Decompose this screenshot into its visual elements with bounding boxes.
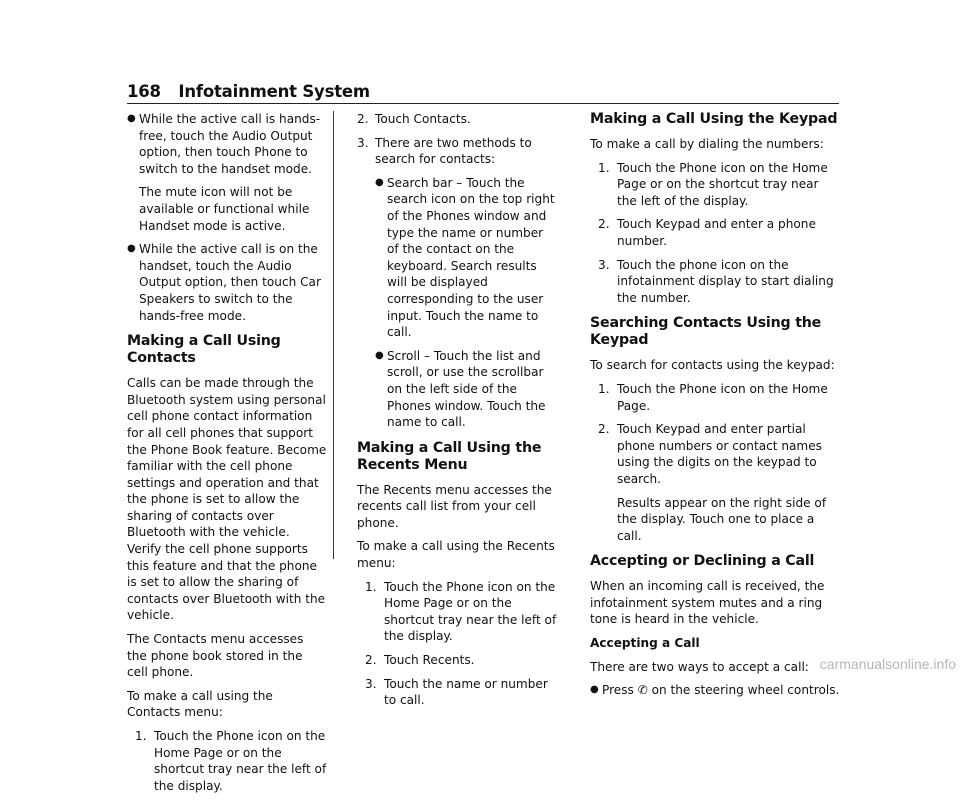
step-number: 3. — [365, 676, 377, 691]
column-2 — [357, 111, 557, 716]
step-text: Touch Recents. — [384, 653, 475, 668]
paragraph: Calls can be made through the Bluetooth system using personal cell phone contact information for all cell phones that support the Phone Book feature. Become familiar with the cell phone settings and operation and that the phone is set to allow the sharing of contacts over Bluetooth with the vehicle. Verify the cell phone supports this feature and that the phone is set to allow the sharing of contacts over Bluetooth with the vehicle. — [127, 376, 327, 623]
paragraph: To search for contacts using the keypad: — [590, 358, 835, 373]
bullet-icon: ● — [590, 684, 599, 696]
step-number: 3. — [357, 135, 369, 150]
step-number: 3. — [598, 257, 610, 272]
watermark: carmanualsonline.info — [819, 656, 956, 672]
step-number: 2. — [598, 422, 610, 437]
step-note: Results appear on the right side of the display. Touch one to place a call. — [617, 495, 827, 543]
bullet-icon: ● — [127, 113, 136, 124]
numbered-step — [590, 421, 840, 487]
sub-heading: Accepting a Call — [590, 636, 700, 651]
bullet-text-start: Press — [602, 683, 638, 698]
step-number: 2. — [598, 217, 610, 232]
paragraph: There are two ways to accept a call: — [590, 659, 809, 674]
section-title: Infotainment System — [178, 82, 370, 101]
paragraph: The Contacts menu accesses the phone book stored in the cell phone. — [127, 632, 304, 680]
paragraph: To make a call by dialing the numbers: — [590, 137, 824, 151]
bullet-text: While the active call is hands-free, touch the Audio Output option, then touch Phone to switch to the handset mode. — [139, 112, 321, 176]
step-text: There are two methods to search for contacts: — [375, 135, 532, 167]
numbered-step — [590, 381, 840, 414]
bullet-icon: ● — [375, 176, 384, 188]
bullet-note: The mute icon will not be available or functional while Handset mode is active. — [139, 185, 310, 233]
section-heading: Making a Call Using the Keypad — [590, 111, 838, 127]
section-heading: Searching Contacts Using the Keypad — [590, 315, 822, 349]
list-item — [127, 241, 327, 324]
paragraph: When an incoming call is received, the infotainment system mutes and a ring tone is heard in the vehicle. — [590, 579, 825, 627]
header-rule — [127, 103, 839, 104]
numbered-step — [590, 160, 840, 210]
page-number: 168 — [127, 82, 161, 101]
list-item — [127, 111, 327, 177]
list-item — [357, 348, 557, 431]
step-text: Touch the phone icon on the infotainment display to start dialing the number. — [617, 257, 834, 305]
bullet-text: Scroll – Touch the list and scroll, or use the scrollbar on the left side of the Phones window. Touch the name to call. — [387, 348, 546, 430]
section-heading: Making a Call Using the Recents Menu — [357, 439, 542, 473]
column-divider — [333, 111, 334, 559]
step-text: Touch Contacts. — [375, 112, 471, 126]
step-number: 2. — [365, 653, 377, 668]
numbered-step — [590, 257, 840, 307]
step-text: Touch the Phone icon on the Home Page. — [617, 381, 828, 413]
bullet-text: While the active call is on the handset, touch the Audio Output option, then touch Car Speakers to switch to the hands-free mode. — [139, 242, 321, 323]
paragraph: To make a call using the Contacts menu: — [127, 688, 273, 720]
paragraph: To make a call using the Recents menu: — [357, 539, 555, 571]
numbered-step — [357, 652, 557, 669]
column-3 — [590, 111, 840, 706]
column-1 — [127, 111, 327, 801]
step-text: Touch the name or number to call. — [384, 676, 548, 708]
bullet-icon: ● — [127, 243, 136, 255]
step-text: Touch Keypad and enter a phone number. — [617, 217, 816, 248]
step-number: 1. — [135, 729, 147, 743]
numbered-step — [357, 676, 557, 709]
bullet-text: Search bar – Touch the search icon on the top right of the Phones window and type the name or number of the contact on the keyboard. Search results will be displayed corresponding to the user input. Touch the name to call. — [387, 175, 555, 340]
numbered-step — [357, 579, 557, 645]
numbered-step — [127, 728, 327, 794]
section-heading: Accepting or Declining a Call — [590, 553, 815, 570]
phone-icon: ✆ — [637, 683, 648, 698]
list-item — [357, 175, 557, 341]
section-heading: Making a Call Using Contacts — [127, 333, 281, 367]
numbered-step — [590, 216, 840, 249]
list-item — [590, 682, 840, 699]
numbered-step — [357, 111, 557, 128]
step-number: 1. — [598, 381, 610, 396]
page-header — [127, 82, 370, 101]
step-text: Touch the Phone icon on the Home Page or on the shortcut tray near the left of the display. — [154, 729, 327, 793]
step-text: Touch the Phone icon on the Home Page or on the shortcut tray near the left of the display. — [617, 160, 828, 208]
paragraph: The Recents menu accesses the recents call list from your cell phone. — [357, 482, 552, 530]
step-text: Touch the Phone icon on the Home Page or on the shortcut tray near the left of the display. — [384, 579, 557, 644]
numbered-step — [357, 135, 557, 168]
step-number: 2. — [357, 112, 369, 126]
bullet-text-end: on the steering wheel controls. — [647, 683, 840, 698]
step-number: 1. — [365, 579, 377, 594]
step-text: Touch Keypad and enter partial phone numbers or contact names using the digits on the keypad to search. — [617, 422, 822, 486]
bullet-icon: ● — [375, 349, 384, 361]
step-number: 1. — [598, 160, 610, 175]
